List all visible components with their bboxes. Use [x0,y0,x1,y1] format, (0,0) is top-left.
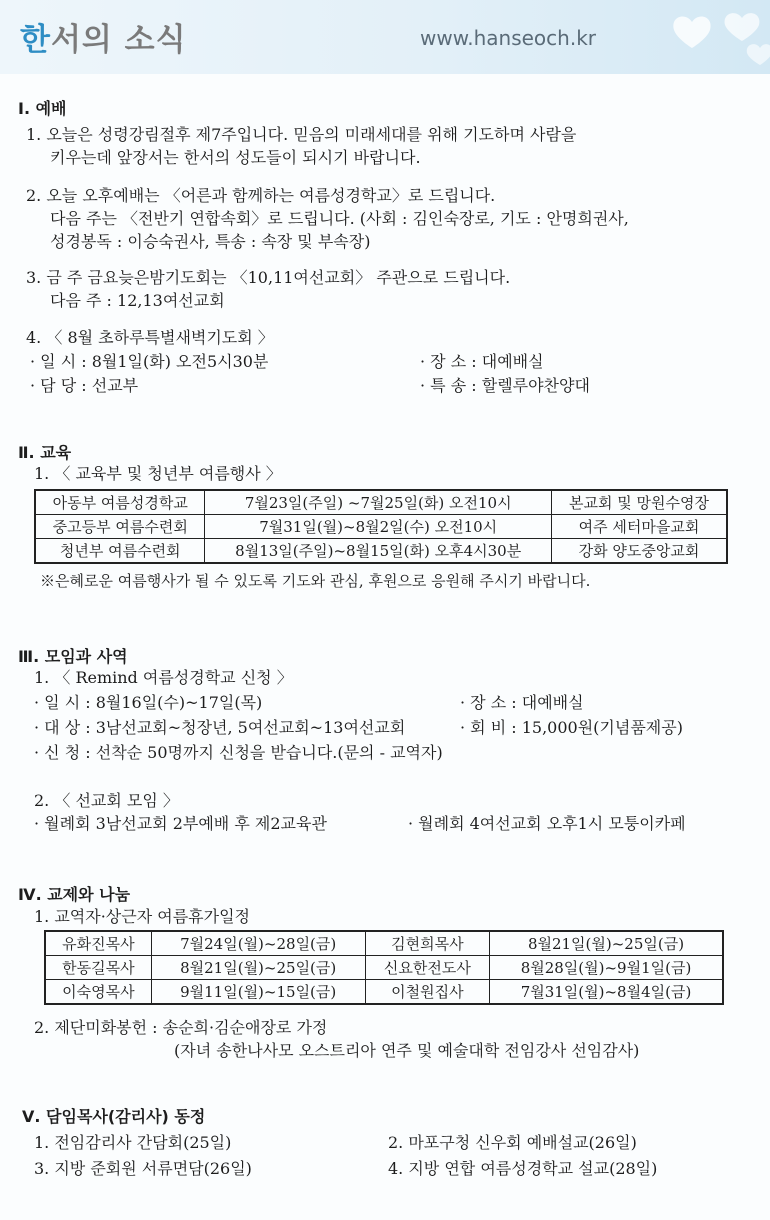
s2-item1: 1. 〈 교육부 및 청년부 여름행사 〉 [34,464,282,483]
website-url: www.hanseoch.kr [420,26,596,50]
table-cell: 중고등부 여름수련회 [35,515,205,539]
s3-item2-b: · 월례회 4여선교회 오후1시 모퉁이카페 [408,814,686,833]
section-1-title: Ⅰ. 예배 [18,99,67,118]
s1-item1-line2: 키우는데 앞장서는 한서의 성도들이 되시기 바랍니다. [50,148,421,167]
table-cell: 강화 양도중앙교회 [551,539,727,564]
table-cell: 7월23일(주일) ~7월25일(화) 오전10시 [205,490,552,515]
s1-item2-line1: 2. 오늘 오후예배는 〈어른과 함께하는 여름성경학교〉로 드립니다. [26,186,496,205]
hearts-icon [630,0,770,74]
table-cell: 청년부 여름수련회 [35,539,205,564]
s3-item1-apply: · 신 청 : 선착순 50명까지 신청을 받습니다.(문의 - 교역자) [34,743,443,762]
s5-item2: 2. 마포구청 신우회 예배설교(26일) [388,1133,637,1152]
section-4-title: Ⅳ. 교제와 나눔 [18,885,131,904]
s3-item1-date: · 일 시 : 8월16일(수)~17일(목) [34,693,263,712]
bulletin-header [0,0,770,74]
table-cell: 유화진목사 [45,931,151,956]
table-cell: 아동부 여름성경학교 [35,490,205,515]
s3-item1-target: · 대 상 : 3남선교회~청장년, 5여선교회~13여선교회 [34,718,406,737]
s1-item2-line2: 다음 주는 〈전반기 연합속회〉로 드립니다. (사회 : 김인숙장로, 기도 : 안명희권사, [50,209,629,228]
table-row [35,490,727,515]
s5-item1: 1. 전임감리사 간담회(25일) [34,1133,232,1152]
s3-item2: 2. 〈 선교회 모임 〉 [34,791,179,810]
education-events-table [34,489,728,564]
section-3-title: Ⅲ. 모임과 사역 [18,647,128,666]
s2-note: ※은혜로운 여름행사가 될 수 있도록 기도와 관심, 후원으로 응원해 주시기 바랍니다. [40,572,591,590]
table-cell: 한동길목사 [45,956,151,980]
table-cell: 8월21일(월)~25일(금) [151,956,365,980]
s1-item1-line1: 1. 오늘은 성령강림절후 제7주입니다. 믿음의 미래세대를 위해 기도하며 사람을 [26,125,577,144]
table-cell: 7월31일(월)~8월4일(금) [490,980,723,1005]
table-cell: 이숙영목사 [45,980,151,1005]
s4-item1: 1. 교역자·상근자 여름휴가일정 [34,907,250,926]
table-cell: 이철원집사 [365,980,489,1005]
table-cell: 여주 세터마을교회 [551,515,727,539]
s1-item3-line1: 3. 금 주 금요늦은밤기도회는 〈10,11여선교회〉 주관으로 드립니다. [26,268,511,287]
s1-item4-title: 4. 〈 8월 초하루특별새벽기도회 〉 [26,328,274,347]
table-row [45,980,723,1005]
table-row [35,515,727,539]
section-2-title: Ⅱ. 교육 [18,443,72,462]
table-cell: 9월11일(월)~15일(금) [151,980,365,1005]
s1-item3-line2: 다음 주 : 12,13여선교회 [50,291,225,310]
table-cell: 본교회 및 망원수영장 [551,490,727,515]
s3-item1: 1. 〈 Remind 여름성경학교 신청 〉 [34,668,293,687]
s5-item4: 4. 지방 연합 여름성경학교 설교(28일) [388,1159,658,1178]
section-5-title: Ⅴ. 담임목사(감리사) 동정 [22,1107,206,1126]
table-row [35,539,727,564]
logo-part1: 한 [20,22,51,58]
s3-item1-place: · 장 소 : 대예배실 [460,693,584,712]
s3-item2-a: · 월례회 3남선교회 2부예배 후 제2교육관 [34,814,327,833]
s1-item4-place: · 장 소 : 대예배실 [420,352,544,371]
bulletin-logo [20,14,187,59]
table-cell: 신요한전도사 [365,956,489,980]
s3-item1-fee: · 회 비 : 15,000원(기념품제공) [460,718,683,737]
table-row [45,956,723,980]
s1-item4-date: · 일 시 : 8월1일(화) 오전5시30분 [30,352,269,371]
table-row [45,931,723,956]
table-cell: 김현희목사 [365,931,489,956]
s4-item2-line2: (자녀 송한나사모 오스트리아 연주 및 예술대학 전임강사 선임감사) [174,1041,640,1060]
s4-item2-line1: 2. 제단미화봉헌 : 송순희·김순애장로 가정 [34,1018,328,1037]
s1-item4-special: · 특 송 : 할렐루야찬양대 [420,376,590,395]
s5-item3: 3. 지방 준회원 서류면담(26일) [34,1159,252,1178]
table-cell: 8월28일(월)~9월1일(금) [490,956,723,980]
table-cell: 8월21일(월)~25일(금) [490,931,723,956]
table-cell: 7월31일(월)~8월2일(수) 오전10시 [205,515,552,539]
s1-item4-charge: · 담 당 : 선교부 [30,376,139,395]
table-cell: 7월24일(월)~28일(금) [151,931,365,956]
vacation-schedule-table [44,930,724,1005]
table-cell: 8월13일(주일)~8월15일(화) 오후4시30분 [205,539,552,564]
logo-part2: 서의 소식 [50,22,187,58]
s1-item2-line3: 성경봉독 : 이승숙권사, 특송 : 속장 및 부속장) [50,232,371,251]
